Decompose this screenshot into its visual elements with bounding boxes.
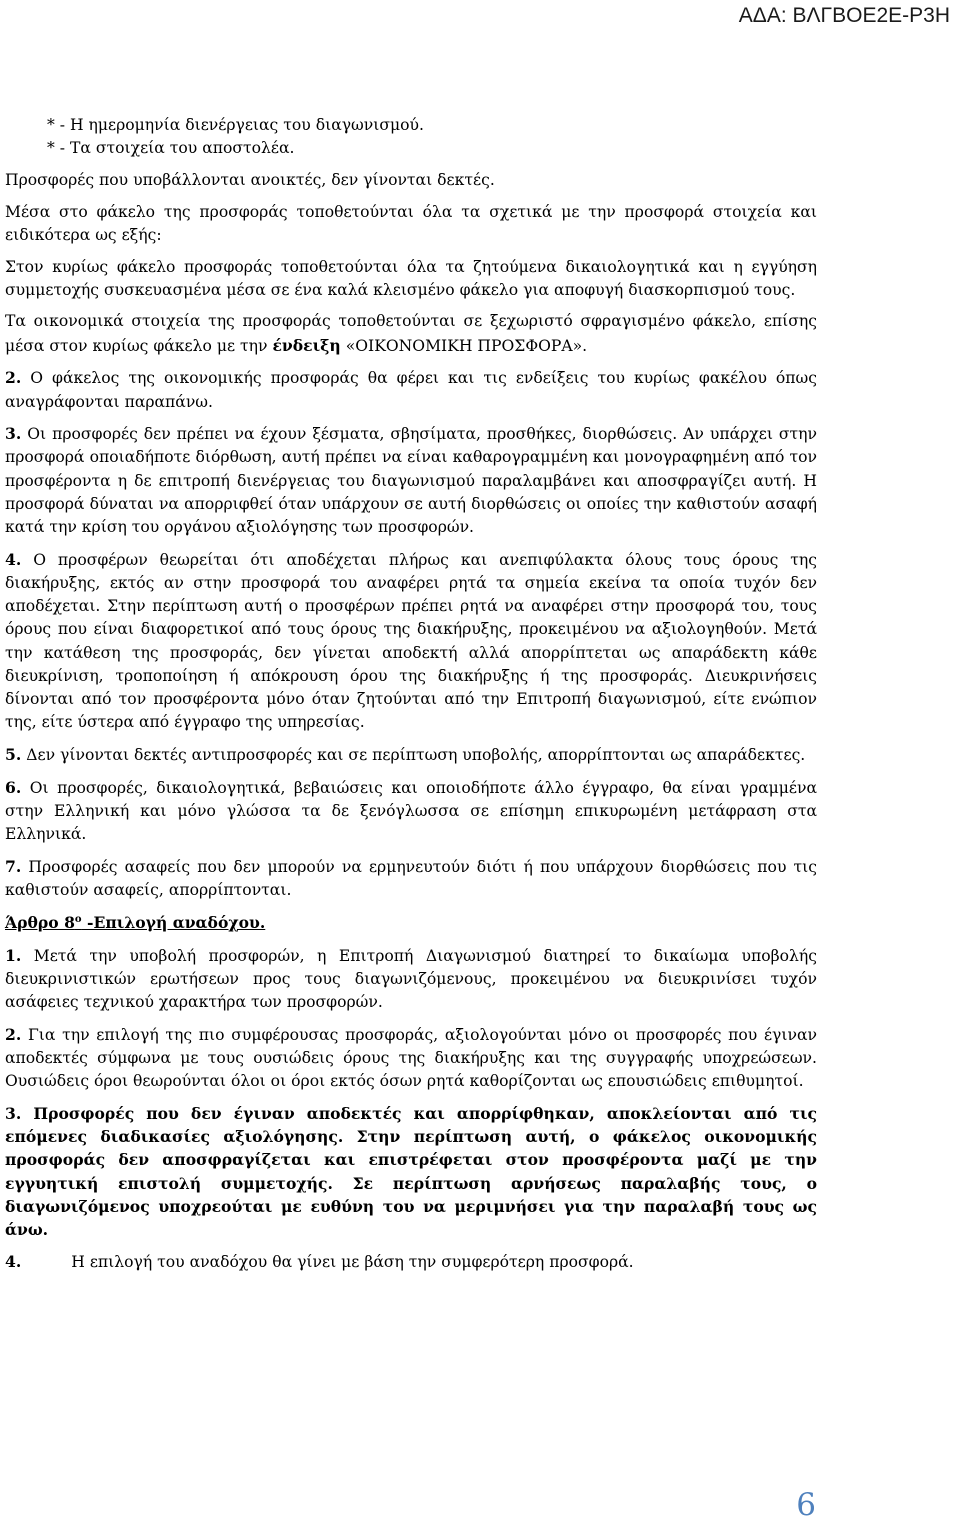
- paragraph-envelope-contents: Μέσα στο φάκελο της προσφοράς τοποθετούνται όλα τα σχετικά με την προσφορά στοιχεία και ειδικότερα ως εξής:: [5, 202, 817, 244]
- paragraph-text: Ο προσφέρων θεωρείται ότι αποδέχεται πλήρως και ανεπιφύλακτα όλους τους όρους της διακήρυξης, εκτός αν στην προσφορά του αναφέρει ρητά τα σημεία εκείνα τα οποία τυχόν δεν αποδέχεται. Στην περίπτωση αυτή ο προσφέρων πρέπει ρητά να αναφέρει στην προσφορά του, τους όρους που είναι διαφορετικοί από τους όρους της διακήρυξης, προκειμένου να αξιολογηθούν. Μετά την κατάθεση της προσφοράς, δεν γίνεται αποδεκτή αλλά απορρίπτεται ως απαράδεκτη κάθε διευκρίνιση, τροποποίηση ή απόκρουση όρου της διακήρυξης ή της προσφοράς. Διευκρινήσεις δίνονται από τον προσφέροντα μόνο όταν ζητούνται από την Επιτροπή διαγωνισμού, είτε ενώπιον της, είτε ύστερα από έγγραφο της υπηρεσίας.: [5, 550, 817, 732]
- paragraph-number: 4.: [5, 549, 22, 569]
- paragraph-number: 4.: [5, 1251, 22, 1271]
- paragraph-text: Προσφορές που δεν έγιναν αποδεκτές και απορρίφθηκαν, αποκλείονται από τις επόμενες διαδικασίες αξιολόγησης. Στην περίπτωση αυτή, ο φάκελος οικονομικής προσφοράς δεν αποσφραγίζεται και επιστρέφεται στον προσφέροντα μαζί με την εγγυητική επιστολή συμμετοχής. Σε περίπτωση αρνήσεως παραλαβής τους, ο διαγωνιζόμενος υποχρεούται με ευθύνη του να μεριμνήσει για την παραλαβή τους ως άνω.: [5, 1104, 817, 1240]
- list-item: * - Τα στοιχεία του αποστολέα.: [47, 139, 295, 158]
- paragraph-3: [5, 422, 817, 539]
- paragraph-text: Μετά την υποβολή προσφορών, η Επιτροπή Διαγωνισμού διατηρεί το δικαίωμα υποβολής διευκρινιστικών ερωτήσεων προς τους διαγωνιζόμενους, προκειμένου να διευκρινίσει τυχόν ασάφειες τεχνικού χαρακτήρα των προσφορών.: [5, 946, 817, 1012]
- paragraph-number: 7.: [5, 856, 22, 876]
- paragraph-text: Η επιλογή του αναδόχου θα γίνει με βάση την συμφερότερη προσφορά.: [71, 1252, 634, 1271]
- article-paragraph-4: [5, 1250, 817, 1274]
- article-paragraph-1: [5, 944, 817, 1015]
- document-ada-code: ΑΔΑ: ΒΛΓΒΟΕ2Ε-Ρ3Η: [738, 4, 950, 27]
- list-item: * - Η ημερομηνία διενέργειας του διαγωνισμού.: [47, 116, 424, 134]
- paragraph-number: 5.: [5, 744, 22, 764]
- page-number: 6: [796, 1487, 816, 1523]
- paragraph-text: Για την επιλογή της πιο συμφέρουσας προσφοράς, αξιολογούνται μόνο οι προσφορές που έγιναν αποδεκτές σύμφωνα με τους ουσιώδεις όρους της διακήρυξης και της συγγραφής υποχρεώσεων. Ουσιώδεις όροι θεωρούνται όλοι οι όροι εκτός όσων ρητά καθορίζονται ως επουσιώδεις επιθυμητοί.: [5, 1025, 817, 1091]
- paragraph-5: [5, 743, 817, 767]
- paragraph-number: 1.: [5, 945, 22, 965]
- paragraph-financial-envelope: [5, 310, 817, 357]
- paragraph-number: 2.: [5, 1024, 22, 1044]
- paragraph-text: Προσφορές ασαφείς που δεν μπορούν να ερμηνευτούν διότι ή που υπάρχουν διορθώσεις που τις καθιστούν ασαφείς, απορρίπτονται.: [5, 857, 817, 899]
- paragraph-4: [5, 548, 817, 735]
- paragraph-number: 3.: [5, 424, 22, 444]
- paragraph-text: Ο φάκελος της οικονομικής προσφοράς θα φέρει και τις ενδείξεις του κυρίως φακέλου όπως αναγράφονται παραπάνω.: [5, 369, 817, 411]
- paragraph-text: Τα οικονομικά στοιχεία της προσφοράς τοποθετούνται σε ξεχωριστό σφραγισμένο φάκελο, επίσης μέσα στον κυρίως φάκελο με την: [5, 312, 817, 355]
- paragraph-text: «ΟΙΚΟΝΟΜΙΚΗ ΠΡΟΣΦΟΡΑ».: [345, 336, 588, 355]
- paragraph-text: Οι προσφορές δεν πρέπει να έχουν ξέσματα, σβησίματα, προσθήκες, διορθώσεις. Αν υπάρχει στην προσφορά οποιαδήποτε διόρθωση, αυτή πρέπει να είναι καθαρογραμμένη και μονογραφημένη από τον προσφέροντα η δε επιτροπή διενέργειας του διαγωνισμού παραλαμβάνει και αποσφραγίζει αυτή. Η προσφορά δύναται να απορριφθεί όταν υπάρχουν σε αυτή διορθώσεις οι οποίες την καθιστούν ασαφή κατά την κρίση του οργάνου αξιολόγησης των προσφορών.: [5, 425, 817, 537]
- paragraph-open-offers: Προσφορές που υποβάλλονται ανοικτές, δεν γίνονται δεκτές.: [5, 170, 495, 189]
- paragraph-2: [5, 366, 817, 413]
- article-heading-text: Άρθρο 8: [5, 912, 75, 932]
- article-paragraph-2: [5, 1023, 817, 1094]
- paragraph-text: Δεν γίνονται δεκτές αντιπροσφορές και σε περίπτωση υποβολής, απορρίπτονται ως απαράδεκτες.: [26, 745, 806, 764]
- paragraph-text: Οι προσφορές, δικαιολογητικά, βεβαιώσεις και οποιοδήποτε άλλο έγγραφο, θα είναι γραμμένα στην Ελληνική και μόνο γλώσσα τα δε ξενόγλωσσα σε επίσημη επικυρωμένη μετάφραση στα Ελληνικά.: [5, 778, 817, 843]
- paragraph-6: [5, 776, 817, 847]
- bold-term: ένδειξη: [272, 335, 341, 355]
- paragraph-number: 6.: [5, 777, 22, 797]
- paragraph-7: [5, 855, 817, 902]
- paragraph-number: 2.: [5, 368, 22, 388]
- article-heading-superscript: ο: [74, 913, 82, 925]
- paragraph-main-envelope: Στον κυρίως φάκελο προσφοράς τοποθετούνται όλα τα ζητούμενα δικαιολογητικά και η εγγύηση συμμετοχής συσκευασμένα μέσα σε ένα καλά κλεισμένο φάκελο για αποφυγή διασκορπισμού τους.: [5, 257, 817, 299]
- article-heading: [5, 911, 817, 934]
- article-paragraph-3: [5, 1102, 817, 1241]
- document-body: [5, 114, 817, 1282]
- article-heading-title: -Επιλογή αναδόχου.: [81, 912, 266, 932]
- paragraph-number: 3.: [5, 1104, 22, 1124]
